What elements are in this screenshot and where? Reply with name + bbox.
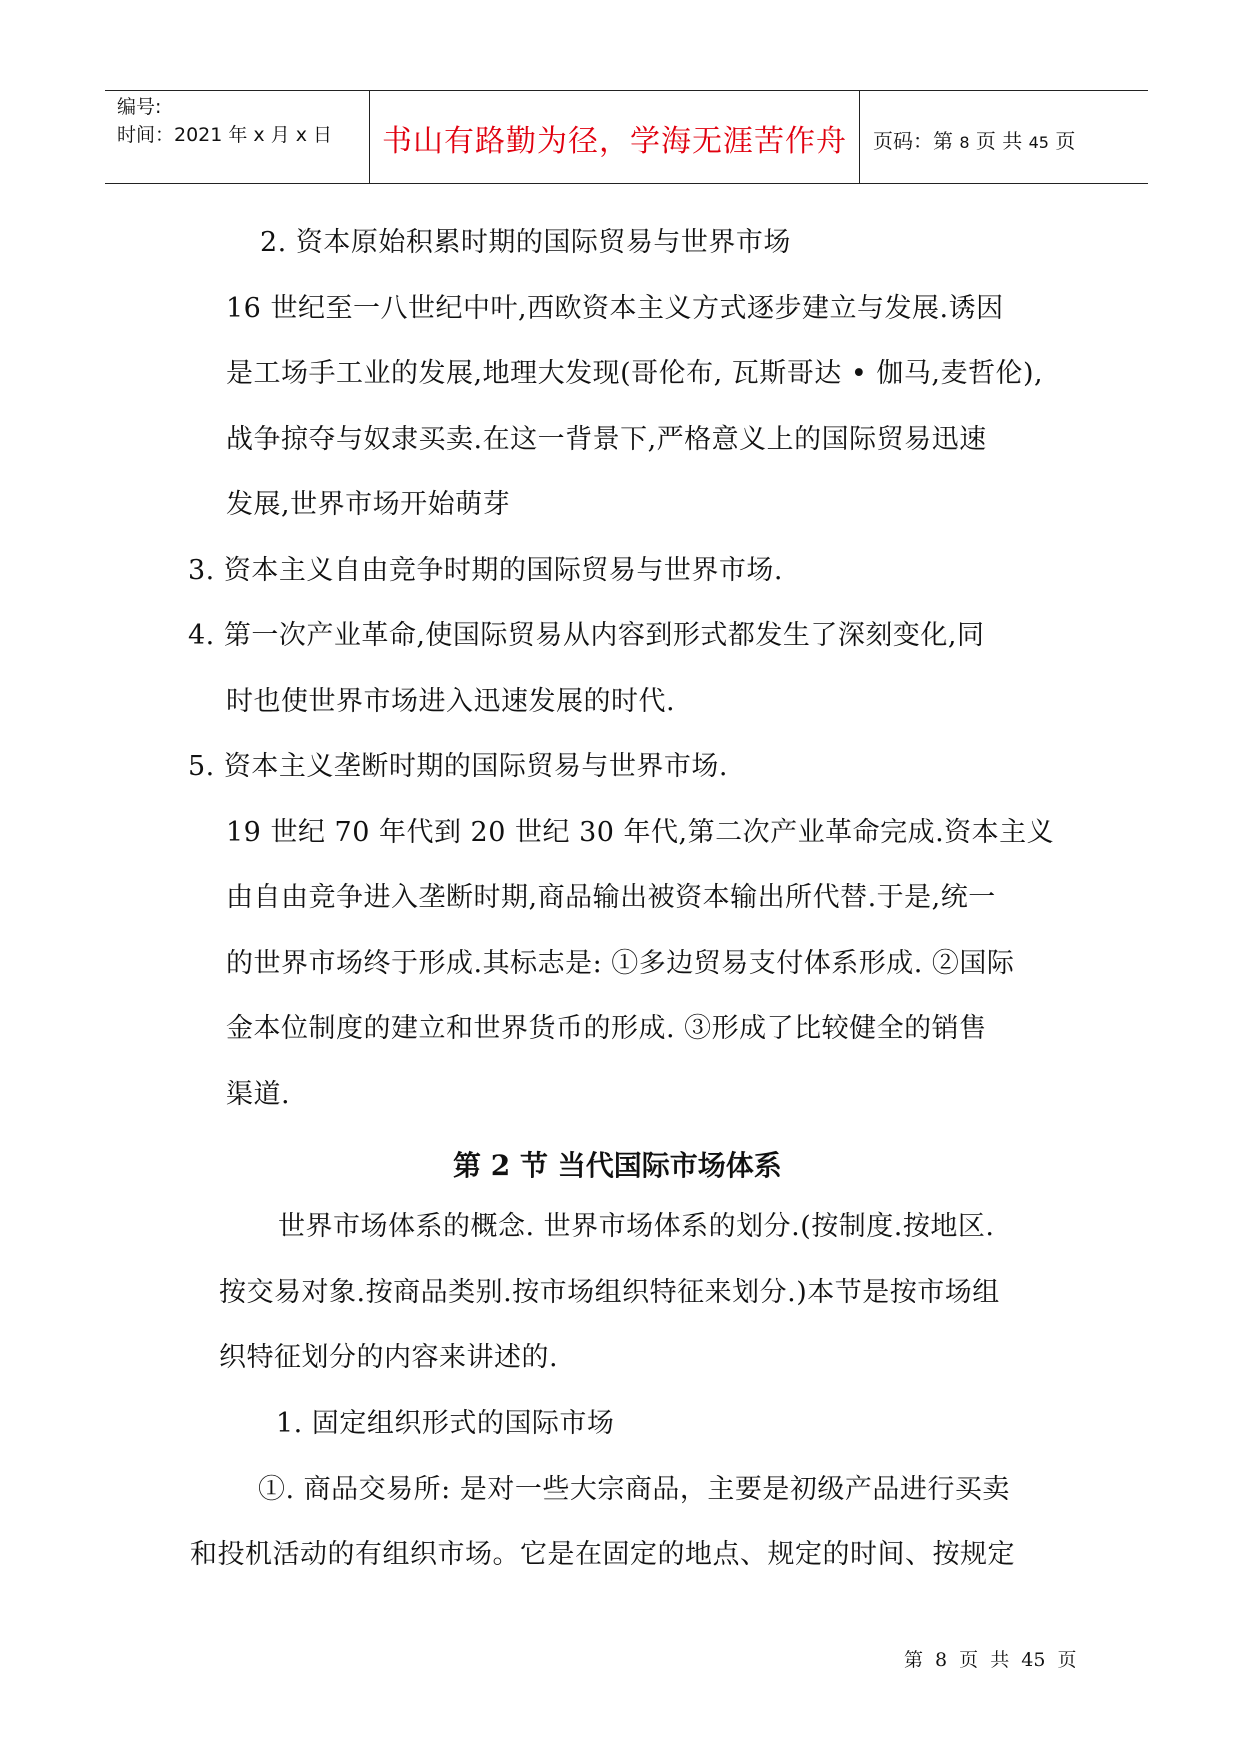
text-line: 的世界市场终于形成.其标志是: ①多边贸易支付体系形成. ②国际 [226,948,1015,979]
text-line: 4. 第一次产业革命,使国际贸易从内容到形式都发生了深刻变化,同 [188,620,985,651]
header-page-indicator [873,125,1075,154]
header-meta [117,93,332,149]
text-line: 3. 资本主义自由竞争时期的国际贸易与世界市场. [188,555,783,586]
page-number: 8 [959,133,970,152]
page-suffix: 页 [1055,129,1076,153]
text-line: 渠道. [226,1079,291,1110]
header-divider-right [859,90,860,184]
page-footer: 第 8 页 共 45 页 [904,1649,1077,1671]
text-line: 发展,世界市场开始萌芽 [226,489,511,520]
text-line: 和投机活动的有组织市场。它是在固定的地点、规定的时间、按规定 [190,1539,1015,1570]
text-line: 16 世纪至一八世纪中叶,西欧资本主义方式逐步建立与发展.诱因 [226,293,1004,324]
page-mid: 页 共 [975,129,1023,153]
header-bottom-rule [105,183,1148,184]
text-line: 是工场手工业的发展,地理大发现(哥伦布, 瓦斯哥达 • 伽马,麦哲伦), [226,358,1044,389]
text-line: 1. 固定组织形式的国际市场 [276,1408,615,1439]
text-line: 按交易对象.按商品类别.按市场组织特征来划分.)本节是按市场组 [219,1277,1000,1308]
doc-time-label: 时间：2021 年 x 月 x 日 [117,124,333,146]
page-total: 45 [1028,133,1049,152]
text-line: 5. 资本主义垄断时期的国际贸易与世界市场. [188,751,728,782]
text-line: 织特征划分的内容来讲述的. [219,1342,559,1373]
page-prefix: 页码：第 [873,129,953,153]
text-line: 19 世纪 70 年代到 20 世纪 30 年代,第二次产业革命完成.资本主义 [226,817,1055,848]
text-line: 由自由竞争进入垄断时期,商品输出被资本输出所代替.于是,统一 [226,882,996,913]
text-line: 战争掠夺与奴隶买卖.在这一背景下,严格意义上的国际贸易迅速 [226,424,987,455]
text-line: 金本位制度的建立和世界货币的形成. ③形成了比较健全的销售 [226,1013,987,1044]
header-top-rule [105,90,1148,91]
text-line: 2. 资本原始积累时期的国际贸易与世界市场 [260,227,791,258]
doc-code-label: 编号: [117,96,162,118]
text-line: 世界市场体系的概念. 世界市场体系的划分.(按制度.按地区. [278,1211,995,1242]
text-line: 时也使世界市场进入迅速发展的时代. [226,686,676,717]
section-heading: 第 2 节 当代国际市场体系 [453,1149,782,1182]
header-motto: 书山有路勤为径，学海无涯苦作舟 [382,124,847,159]
text-line: ①. 商品交易所: 是对一些大宗商品，主要是初级产品进行买卖 [258,1474,1010,1505]
